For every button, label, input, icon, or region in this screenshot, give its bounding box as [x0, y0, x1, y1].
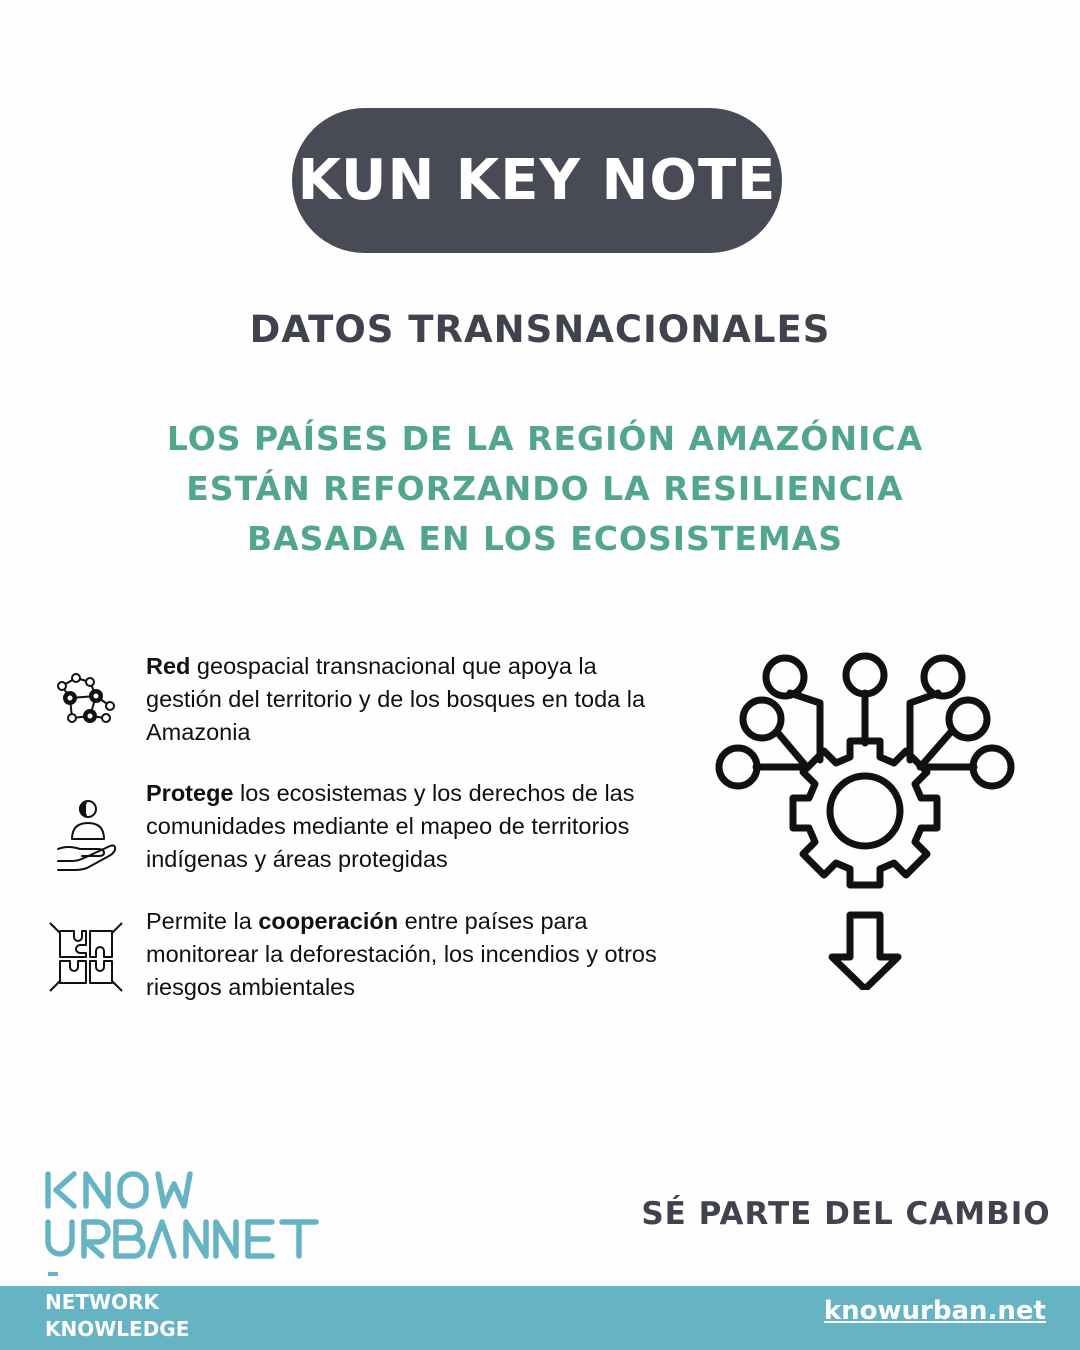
gear-network-arrow-icon: [710, 645, 1020, 990]
item-bold-keyword: Red: [146, 653, 191, 679]
item-body: geospacial transnacional que apoya la gestión del territorio y de los bosques en toda la Amazonia: [146, 653, 646, 745]
headline: LOS PAÍSES DE LA REGIÓN AMAZÓNICA ESTÁN REFORZANDO LA RESILIENCIA BASADA EN LOS ECOSISTEMAS: [166, 419, 924, 558]
tag-knowledge: KNOWLEDGE: [45, 1317, 190, 1341]
section-subtitle: DATOS TRANSNACIONALES: [249, 308, 831, 351]
title-badge-text: KUN KEY NOTE: [297, 148, 777, 213]
tag-network: NETWORK: [45, 1290, 160, 1314]
list-item: [46, 905, 676, 1005]
list-item: [46, 777, 676, 877]
puzzle-hands-icon: [46, 917, 126, 997]
item-text: [146, 777, 676, 876]
logo-accent: [48, 1272, 58, 1276]
network-knowledge-label: [45, 1289, 189, 1343]
item-body: entre países para monitorear la deforestación, los incendios y otros riesgos ambientales: [146, 908, 657, 1000]
hand-person-icon: [46, 791, 126, 871]
call-to-action: SÉ PARTE DEL CAMBIO: [641, 1196, 1051, 1232]
item-bold-keyword: Protege: [146, 780, 234, 806]
item-bold-keyword: cooperación: [258, 908, 399, 934]
know-urbannet-logo: [44, 1168, 334, 1283]
list-item: [46, 650, 676, 750]
item-text: [146, 905, 676, 1004]
item-lead: Permite la: [146, 908, 259, 934]
item-body: los ecosistemas y los derechos de las comunidades mediante el mapeo de territorios indígenas y áreas protegidas: [146, 780, 635, 872]
title-badge: [292, 108, 782, 253]
network-icon: [46, 662, 126, 742]
website-link[interactable]: knowurban.net: [823, 1296, 1046, 1326]
item-text: [146, 650, 676, 749]
